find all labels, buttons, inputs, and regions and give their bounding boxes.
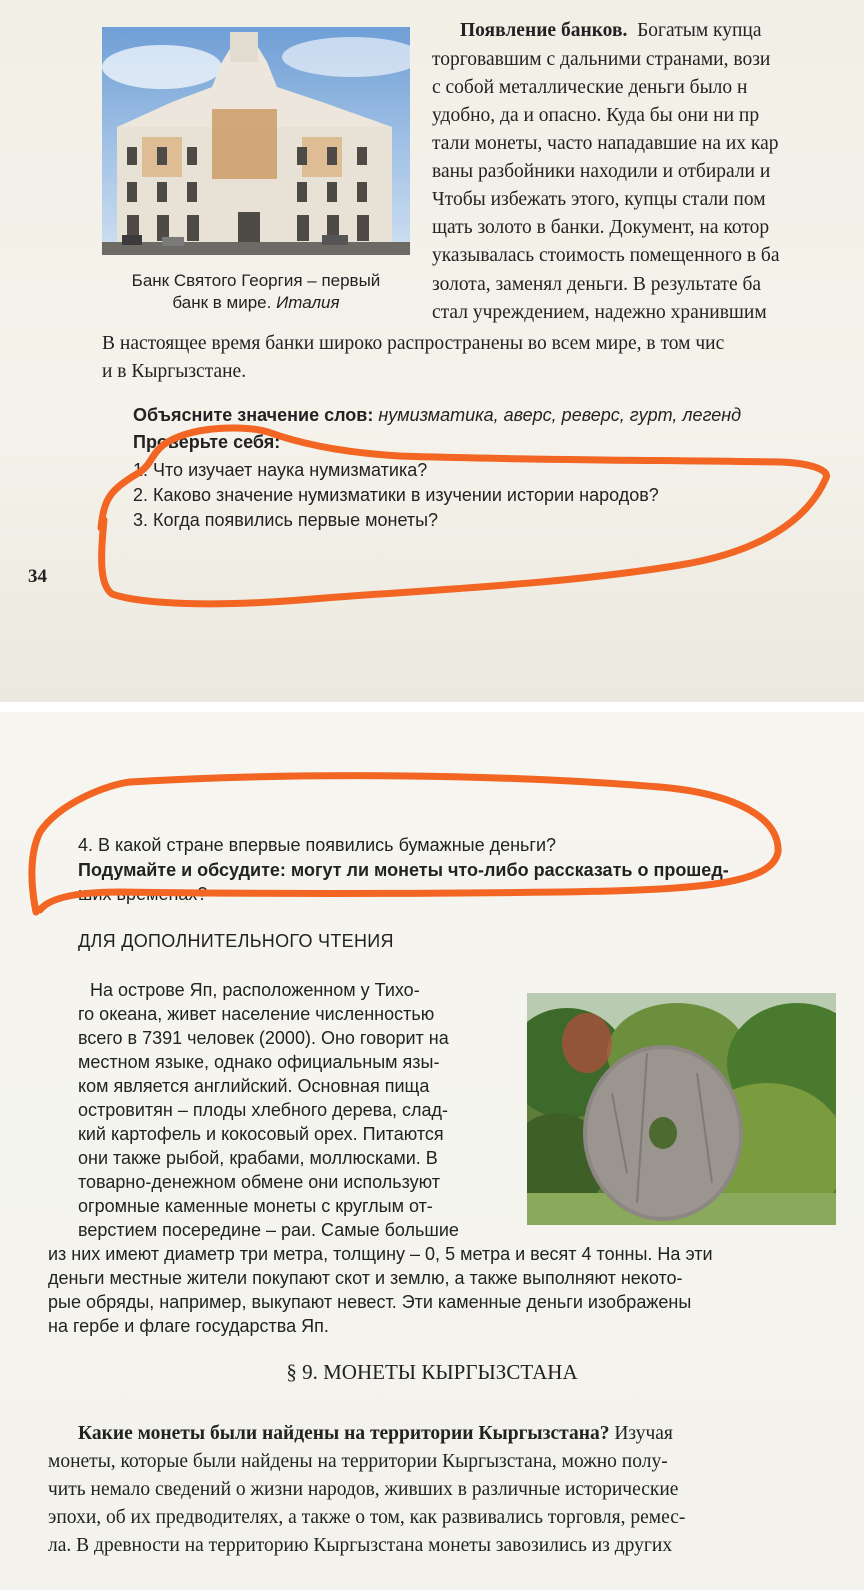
question-item: 4. В какой стране впервые появились бумажные деньги? [78, 835, 557, 855]
right-text-line: указывалась стоимость помещенного в ба [432, 245, 780, 266]
explain-words-line [133, 403, 741, 427]
heading-line [460, 17, 762, 44]
textbook-page-34 [0, 0, 864, 702]
yap-text-line: На острове Яп, расположенном у Тихо- [90, 980, 420, 1000]
textbook-page-35 [0, 712, 864, 1590]
right-text-line: Чтобы избежать этого, купцы стали пом [432, 189, 766, 210]
yap-text-line: деньги местные жители покупают скот и землю, а также выполняют некото- [48, 1268, 683, 1288]
caption-line-2 [102, 292, 410, 314]
yap-text-line: огромные каменные монеты с круглым от- [78, 1196, 433, 1216]
explain-words: нумизматика, аверс, реверс, гурт, легенд [378, 405, 742, 425]
explain-label: Объясните значение слов: [133, 405, 374, 425]
check-title-text: Проверьте себя: [133, 432, 281, 452]
page-number: 34 [28, 566, 47, 587]
right-text-line: с собой металлические деньги было н [432, 77, 748, 98]
question-item: 1. Что изучает наука нумизматика? [133, 460, 428, 480]
section-text-line: ла. В древности на территорию Кыргызстана монеты завозились из других [48, 1535, 673, 1556]
caption-line-1: Банк Святого Георгия – первый [131, 271, 381, 290]
right-text-line: стал учреждением, надежно хранившим [432, 302, 767, 323]
yap-text-line: кий картофель и кокосовый орех. Питаются [78, 1124, 444, 1144]
question-item: 3. Когда появились первые монеты? [133, 510, 439, 530]
discuss-line: Подумайте и обсудите: могут ли монеты что-либо рассказать о прошед- [78, 860, 729, 880]
yap-text-line: всего в 7391 человек (2000). Оно говорит на [78, 1028, 449, 1048]
yap-text-line: на гербе и флаге государства Яп. [48, 1316, 329, 1336]
yap-text-line: из них имеют диаметр три метра, толщину – 0, 5 метра и весят 4 тонны. На эти [48, 1244, 713, 1264]
page-separator [0, 702, 864, 712]
bank-of-saint-george-photo [102, 27, 410, 255]
heading-rest: Богатым купца [637, 20, 762, 41]
right-text-line: ваны разбойники находили и отбирали и [432, 161, 771, 182]
full-text-line: и в Кыргызстане. [102, 361, 247, 382]
question-item: 2. Каково значение нумизматики в изучении истории народов? [133, 485, 659, 505]
section-question: Какие монеты были найдены на территории Кыргызстана? [78, 1423, 610, 1444]
right-text-line: тали монеты, часто нападавшие на их кар [432, 133, 779, 154]
yap-text-line: ком является английский. Основная пища [78, 1076, 430, 1096]
right-text-line: удобно, да и опасно. Куда бы они ни пр [432, 105, 760, 126]
caption-text: банк в мире. [172, 293, 272, 312]
yap-text-line: местном языке, однако официальным язы- [78, 1052, 440, 1072]
caption-country: Италия [276, 293, 340, 312]
yap-text-line: верстием посередине – раи. Самые большие [78, 1220, 459, 1240]
photo-caption [102, 270, 410, 314]
check-title [133, 430, 280, 454]
section-text-line: чить немало сведений о жизни народов, живших в различные исторические [48, 1479, 679, 1500]
yap-text-line: рые обряды, например, выкупают невест. Эти каменные деньги изображены [48, 1292, 692, 1312]
yap-text-line: они также рыбой, крабами, моллюсками. В [78, 1148, 438, 1168]
section-text-line: эпохи, об их предводителях, а также о том, как развивались торговля, ремес- [48, 1507, 686, 1528]
yap-text-line: товарно-денежном обмене они используют [78, 1172, 440, 1192]
right-text-line: золота, заменял деньги. В результате ба [432, 274, 762, 295]
yap-stone-money-photo [527, 993, 836, 1225]
section-heading: Появление банков. [460, 20, 628, 41]
section-question-rest: Изучая [614, 1423, 673, 1444]
full-text-line: В настоящее время банки широко распространены во всем мире, в том чис [102, 333, 725, 354]
yap-text-line: го океана, живет население численностью [78, 1004, 435, 1024]
section-text-line: монеты, которые были найдены на территории Кыргызстана, можно полу- [48, 1451, 668, 1472]
extra-reading-heading: ДЛЯ ДОПОЛНИТЕЛЬНОГО ЧТЕНИЯ [78, 931, 394, 951]
section-title: § 9. МОНЕТЫ КЫРГЫЗСТАНА [286, 1360, 578, 1384]
section-text-line [78, 1420, 673, 1447]
discuss-line: ших временах? [78, 884, 208, 904]
right-text-line: щать золото в банки. Документ, на котор [432, 217, 770, 238]
yap-text-line: островитян – плоды хлебного дерева, слад- [78, 1100, 449, 1120]
right-text-line: торговавшим с дальними странами, вози [432, 49, 771, 70]
